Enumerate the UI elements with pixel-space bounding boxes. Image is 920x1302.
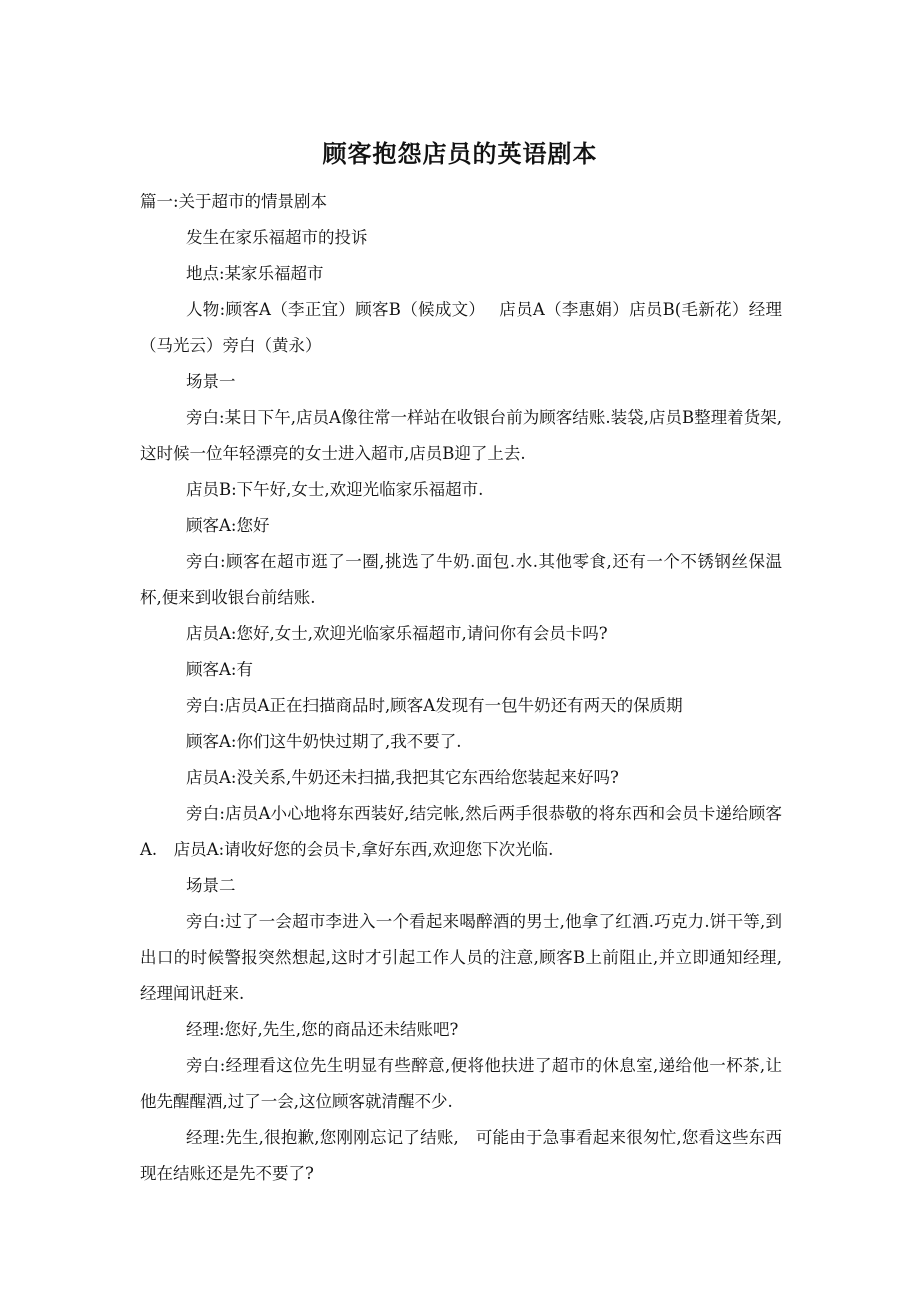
document-body bbox=[140, 184, 782, 1192]
paragraph: 场景一 bbox=[186, 372, 236, 391]
paragraph: 店员A:没关系,牛奶还未扫描,我把其它东西给您装起来好吗? bbox=[186, 768, 619, 787]
paragraph: 发生在家乐福超市的投诉 bbox=[186, 228, 368, 247]
paragraph: 旁白:某日下午,店员A像往常一样站在收银台前为顾客结账.装袋,店员B整理着货架,这时候一位年轻漂亮的女士进入超市,店员B迎了上去. bbox=[140, 408, 782, 463]
paragraph: 店员B:下午好,女士,欢迎光临家乐福超市. bbox=[186, 480, 484, 499]
paragraph: 场景二 bbox=[186, 876, 236, 895]
paragraph: 旁白:顾客在超市逛了一圈,挑选了牛奶.面包.水.其他零食,还有一个不锈钢丝保温杯,便来到收银台前结账. bbox=[140, 552, 782, 607]
paragraph: 经理:您好,先生,您的商品还未结账吧? bbox=[186, 1020, 459, 1039]
paragraph: 顾客A:您好 bbox=[186, 516, 270, 535]
paragraph: 旁白:店员A小心地将东西装好,结完帐,然后两手很恭敬的将东西和会员卡递给顾客A. 店员A:请收好您的会员卡,拿好东西,欢迎您下次光临. bbox=[140, 804, 782, 859]
document-title: 顾客抱怨店员的英语剧本 bbox=[322, 139, 598, 168]
paragraph: 地点:某家乐福超市 bbox=[186, 264, 324, 283]
paragraph: 店员A:您好,女士,欢迎光临家乐福超市,请问你有会员卡吗? bbox=[186, 624, 608, 643]
paragraph: 旁白:过了一会超市李进入一个看起来喝醉酒的男士,他拿了红酒.巧克力.饼干等,到出口的时候警报突然想起,这时才引起工作人员的注意,顾客B上前阻止,并立即通知经理,经理闻讯赶来. bbox=[140, 912, 782, 1003]
paragraph: 旁白:经理看这位先生明显有些醉意,便将他扶进了超市的休息室,递给他一杯茶,让他先醒醒酒,过了一会,这位顾客就清醒不少. bbox=[140, 1056, 782, 1111]
paragraph: 人物:顾客A（李正宜）顾客B（候成文） 店员A（李惠娟）店员B(毛新花）经理（马光云）旁白（黄永） bbox=[140, 300, 782, 355]
paragraph: 顾客A:你们这牛奶快过期了,我不要了. bbox=[186, 732, 462, 751]
paragraph: 经理:先生,很抱歉,您刚刚忘记了结账, 可能由于急事看起来很匆忙,您看这些东西现在结账还是先不要了? bbox=[140, 1128, 782, 1183]
paragraph: 顾客A:有 bbox=[186, 660, 253, 679]
paragraph: 旁白:店员A正在扫描商品时,顾客A发现有一包牛奶还有两天的保质期 bbox=[186, 696, 683, 715]
section-heading: 篇一:关于超市的情景剧本 bbox=[140, 192, 328, 211]
